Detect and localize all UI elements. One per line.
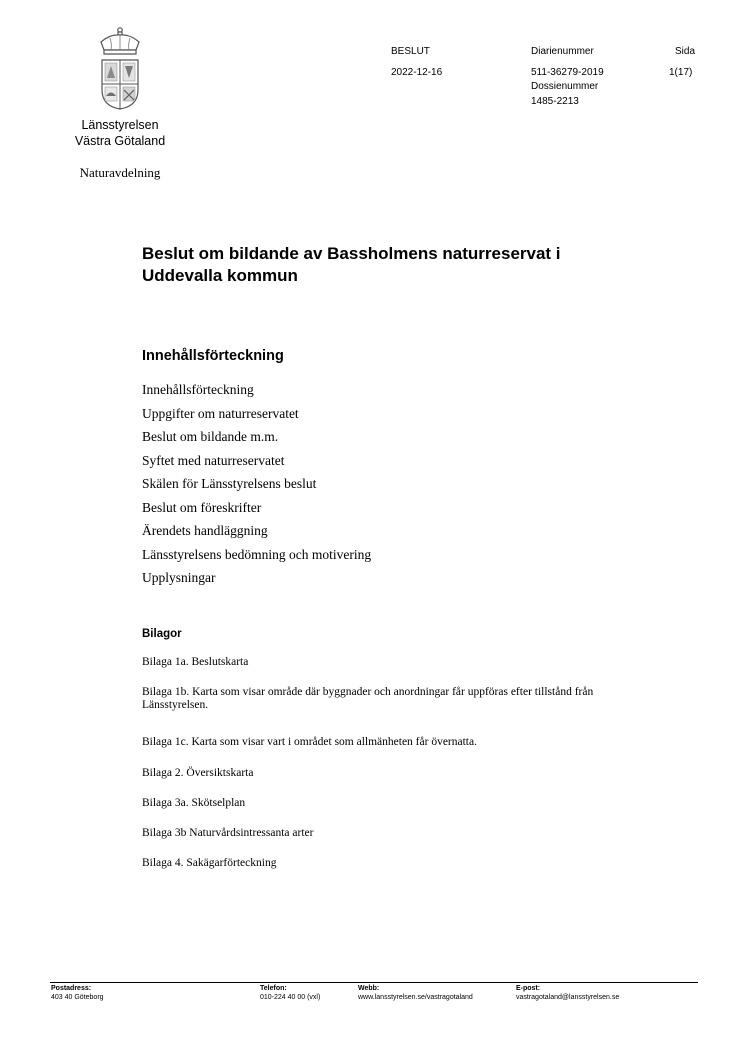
bilaga-item: Bilaga 2. Översiktskarta [142, 767, 254, 779]
telefon-value: 010-224 40 00 (vxl) [260, 993, 321, 1001]
department: Naturavdelning [79, 165, 161, 180]
toc-item[interactable]: Upplysningar [142, 570, 216, 585]
toc-item[interactable]: Ärendets handläggning [142, 523, 268, 538]
webb-label: Webb: [358, 985, 380, 992]
toc-item[interactable]: Uppgifter om naturreservatet [142, 405, 299, 421]
coat-of-arms-logo [96, 26, 144, 110]
footer-divider [50, 982, 698, 983]
epost-value[interactable]: vastragotaland@lansstyrelsen.se [516, 993, 620, 1001]
bilagor-heading: Bilagor [142, 628, 182, 640]
organization-region: Västra Götaland [74, 134, 166, 148]
toc-item[interactable]: Skälen för Länsstyrelsens beslut [142, 476, 317, 491]
diarienummer-value: 511-36279-2019 [531, 67, 604, 78]
webb-value[interactable]: www.lansstyrelsen.se/vastragotaland [358, 993, 473, 1001]
toc-item[interactable]: Innehållsförteckning [142, 382, 254, 397]
organization-name: Länsstyrelsen [81, 118, 159, 132]
telefon-label: Telefon: [260, 985, 287, 992]
bilaga-item: Bilaga 4. Sakägarförteckning [142, 857, 277, 869]
toc-item[interactable]: Syftet med naturreservatet [142, 452, 285, 468]
footer-webb [358, 985, 473, 1002]
epost-label: E-post: [516, 985, 541, 992]
toc-item[interactable]: Länsstyrelsens bedömning och motivering [142, 546, 372, 562]
bilaga-item: Bilaga 3b Naturvårdsintressanta arter [142, 827, 314, 839]
footer-postadress [51, 985, 104, 1002]
bilaga-item: Bilaga 1b. Karta som visar område där byggnader och anordningar får uppföras efter tillstånd från Länsstyrelsen. [142, 686, 594, 711]
toc-item[interactable]: Beslut om bildande m.m. [142, 429, 279, 444]
dossiernummer-value: 1485-2213 [531, 96, 579, 107]
bilaga-item: Bilaga 1c. Karta som visar vart i området som allmänheten får övernatta. [142, 736, 477, 748]
footer-epost [516, 985, 619, 1002]
page-label: Sida [675, 46, 696, 57]
doc-type: BESLUT [391, 46, 430, 57]
toc-heading: Innehållsförteckning [142, 348, 284, 364]
doc-date: 2022-12-16 [391, 67, 443, 78]
document-title: Beslut om bildande av Bassholmens naturreservat i Uddevalla kommun [142, 244, 561, 285]
bilaga-item: Bilaga 3a. Skötselplan [142, 797, 246, 809]
postadress-value: 403 40 Göteborg [51, 993, 104, 1001]
page-number: 1(17) [669, 67, 693, 78]
bilaga-item: Bilaga 1a. Beslutskarta [142, 656, 249, 668]
toc-item[interactable]: Beslut om föreskrifter [142, 499, 262, 515]
postadress-label: Postadress: [51, 985, 92, 992]
footer-telefon [260, 985, 320, 1002]
diarienummer-label: Diarienummer [531, 46, 594, 57]
toc-list [142, 378, 371, 590]
dossiernummer-label: Dossienummer [531, 81, 599, 92]
